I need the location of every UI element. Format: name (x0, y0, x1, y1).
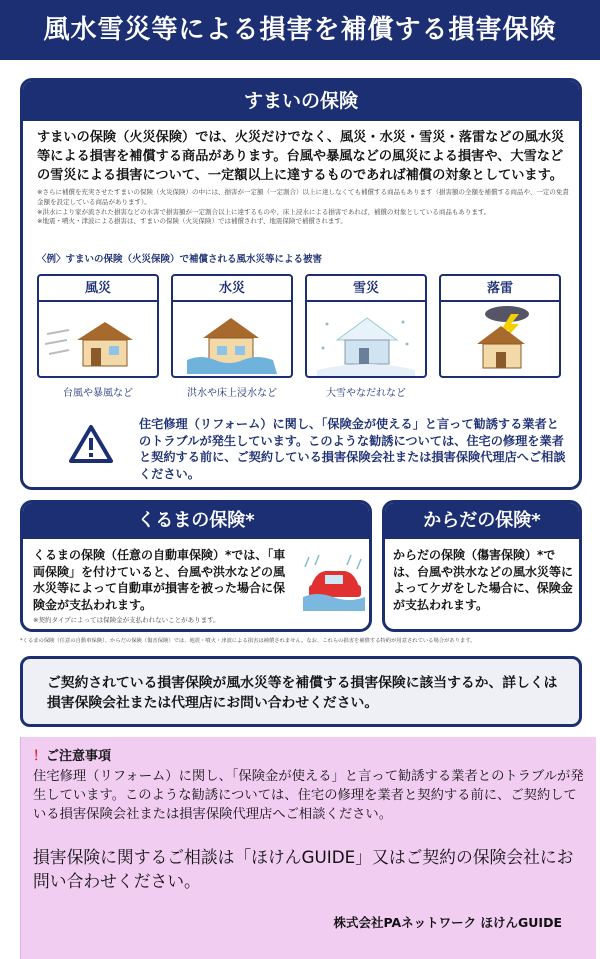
wind-damage-house-icon (39, 304, 157, 376)
contact-text: ご契約されている損害保険が風水災等を補償する損害保険に該当するか、詳しくは損害保険会社または代理店にお問い合わせください。 (47, 675, 558, 711)
flooded-car-icon (301, 549, 367, 615)
damage-label: 水災 (173, 276, 291, 302)
damage-box-wind (37, 274, 159, 378)
exclamation-icon: ！ (33, 749, 47, 764)
body-insurance-title: からだの保険* (385, 503, 579, 539)
flood-house-icon (173, 304, 291, 376)
damage-label: 風災 (39, 276, 157, 302)
damage-caption: 大雪やなだれなど (326, 388, 406, 399)
car-insurance-note: ※契約タイプによっては保険金が支払われないことがあります。 (33, 616, 220, 624)
damage-label: 雪災 (307, 276, 425, 302)
note-item: ※洪水により家が流された損害などの水害で損害額が一定割合以上に達するものや、床上浸水による損害であれば、補償の対象としている商品もあります。 (37, 207, 491, 216)
warning-icon (69, 424, 113, 464)
note-item: ※地震・噴火・津波による損害は、すまいの保険（火災保険）では補償されず、地震保険で補償されます。 (37, 217, 347, 226)
warning-text: 住宅修理（リフォーム）に関し、「保険金が使える」と言って勧誘する業者とのトラブルが発生しています。このような勧誘については、住宅の修理を業者と契約する前に、ご契約している損害保険会社または損害保険代理店へご相談ください。 (139, 417, 566, 481)
house-insurance-title: すまいの保険 (23, 81, 579, 121)
page-title: 風水雪災等による損害を補償する損害保険 (0, 0, 600, 60)
note-item: ※さらに補償を充実させたすまいの保険（火災保険）の中には、損害が一定額（一定割合）以上に達しなくても補償する商品もあります（損害額の全額を補償する商品や、一定の免責金額を設定している商品があります）。 (37, 188, 569, 206)
caution-section (20, 737, 596, 959)
caution-title (33, 745, 111, 764)
footnote: *くるまの保険（任意の自動車保険）、からだの保険（傷害保険）では、地震・噴火・津波による損害は補償されません。なお、これらの損害を補償する特約が用意されている場合があります。 (20, 638, 476, 644)
damage-box-snow (305, 274, 427, 378)
car-insurance-title: くるまの保険* (23, 503, 369, 539)
consult-text: 損害保険に関するご相談は「ほけんGUIDE」又はご契約の保険会社にお問い合わせください。 (33, 847, 574, 891)
company-name: 株式会社PAネットワーク ほけんGUIDE (333, 915, 562, 930)
damage-box-flood (171, 274, 293, 378)
car-insurance-card (20, 500, 372, 632)
snow-house-icon (307, 304, 425, 376)
warning-box (37, 416, 571, 486)
house-insurance-card (20, 78, 582, 490)
lightning-house-icon (441, 304, 559, 376)
damage-label: 落雷 (441, 276, 559, 302)
car-insurance-text: くるまの保険（任意の自動車保険）*では、「車両保険」を付けていると、台風や洪水などの風水災等によって自動車が損害を被った場合に保険金が支払われます。 (33, 548, 286, 612)
example-title: 〈例〉すまいの保険（火災保険）で補償される風水災等による被害 (37, 254, 323, 265)
damage-caption: 洪水や床上浸水など (187, 388, 277, 399)
body-insurance-text: からだの保険（傷害保険）*では、台風や洪水などの風水災等によってケガをした場合に、保険金が支払われます。 (393, 548, 574, 612)
contact-box (20, 656, 582, 727)
body-insurance-card (382, 500, 582, 632)
caution-title-text: ご注意事項 (46, 749, 112, 764)
damage-box-lightning (439, 274, 561, 378)
house-insurance-lead: すまいの保険（火災保険）では、火災だけでなく、風災・水災・雪災・落雷などの風水災等による損害を補償する商品があります。台風や暴風などの風災による損害や、大雪などの雪災による損害について、一定額以上に達するものであれば補償の対象としています。 (37, 130, 565, 183)
caution-text: 住宅修理（リフォーム）に関し、「保険金が使える」と言って勧誘する業者とのトラブルが発生しています。このような勧誘については、住宅の修理を業者と契約する前に、ご契約している損害保険会社または損害保険代理店へご相談ください。 (33, 769, 584, 822)
house-insurance-notes (37, 188, 571, 227)
damage-caption: 台風や暴風など (63, 388, 133, 399)
